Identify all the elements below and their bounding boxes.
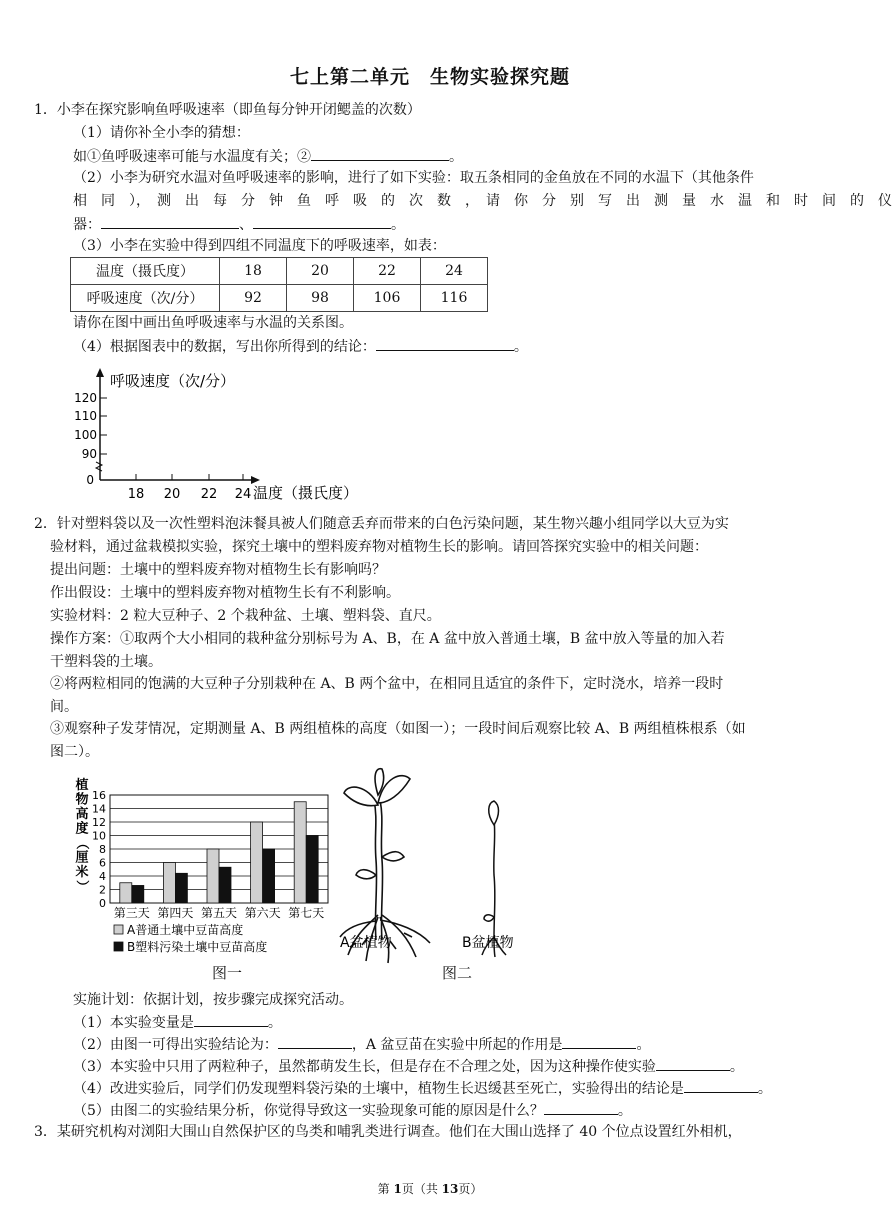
bar-b	[263, 849, 275, 903]
y-tick-label: 120	[74, 391, 97, 405]
q1-part2-line2: 相 同 ）， 测 出 每 分 钟 鱼 呼 吸 的 次 数 ， 请 你 分 别 写 出 测 量 水 温 和 时 间 的 仪	[73, 193, 892, 209]
x-tick-label: 第三天	[113, 906, 150, 920]
q1-blank-graph	[74, 365, 380, 505]
answer-blank[interactable]	[376, 336, 514, 351]
y-tick-label: 14	[92, 802, 106, 816]
q1-stem: 1．小李在探究影响鱼呼吸速率（即鱼每分钟开闭鳃盖的次数）	[34, 102, 421, 118]
q1-part2-end: 。	[391, 217, 405, 233]
q2-stem-line1: 2．针对塑料袋以及一次性塑料泡沫餐具被人们随意丢弃而带来的白色污染问题，某生物兴趣小组同学以大豆为实	[34, 516, 729, 532]
q2-plan-step3: ③观察种子发芽情况，定期测量 A、B 两组植株的高度（如图一）；一段时间后观察比较 A、B 两组植株根系（如	[50, 721, 746, 737]
y-tick-label: 12	[92, 816, 106, 829]
q1-part4-text: （4）根据图表中的数据，写出你所得到的结论：	[73, 339, 376, 355]
ylabel-char: 植	[75, 778, 89, 793]
table-cell: 20	[287, 258, 354, 285]
page-footer	[0, 1180, 860, 1197]
footer-page-number: 1	[393, 1182, 402, 1196]
x-tick-label: 22	[200, 487, 218, 502]
table-cell: 22	[354, 258, 421, 285]
legend-swatch	[114, 942, 123, 951]
fig1-caption: 图一	[212, 964, 243, 982]
footer-suffix: 页）	[458, 1182, 483, 1196]
table-cell: 92	[220, 285, 287, 312]
q2-sub5-text: （5）由图二的实验结果分析，你觉得导致这一实验现象可能的原因是什么？	[73, 1103, 544, 1119]
plant-a-illustration	[340, 769, 430, 963]
q2-sub4	[73, 1078, 772, 1099]
answer-blank[interactable]	[253, 214, 391, 229]
y-tick-group	[100, 398, 107, 454]
x-tick-label: 24	[234, 487, 252, 502]
q2-sub3	[73, 1056, 744, 1077]
axis-break-icon	[96, 462, 102, 471]
q1-part1: （1）请你补全小李的猜想：	[73, 125, 250, 141]
q2-sub4-end: 。	[757, 1081, 772, 1097]
footer-total-pages: 13	[441, 1182, 459, 1196]
x-tick-label: 20	[163, 487, 181, 502]
table-cell: 106	[354, 285, 421, 312]
legend-label: A普通土壤中豆苗高度	[127, 923, 244, 937]
table-header-cell: 呼吸速度（次/分）	[71, 285, 220, 312]
q1-part3: （3）小李在实验中得到四组不同温度下的呼吸速率，如表：	[73, 238, 446, 254]
answer-blank[interactable]	[562, 1034, 636, 1049]
fig2-plant-drawings	[338, 765, 568, 965]
graph-xlabel: 温度（摄氏度）	[253, 484, 359, 502]
y-tick-label: 8	[99, 843, 106, 856]
plant-b-illustration	[482, 801, 506, 957]
q2-question: 提出问题：土壤中的塑料废弃物对植物生长有影响吗？	[50, 562, 386, 578]
table-row	[71, 258, 488, 285]
x-tick-label: 18	[127, 487, 145, 502]
y-tick-label: 90	[81, 447, 97, 461]
q2-sub5	[73, 1100, 632, 1121]
answer-blank[interactable]	[311, 146, 449, 161]
table-cell: 98	[287, 285, 354, 312]
x-tick-label: 第四天	[157, 906, 194, 920]
x-tick-group	[136, 474, 243, 480]
q2-sub1-text: （1）本实验变量是	[73, 1015, 194, 1031]
ylabel-char: （	[74, 836, 89, 850]
answer-blank[interactable]	[278, 1034, 352, 1049]
q1-part4-end: 。	[513, 339, 528, 355]
x-tick-label: 第六天	[244, 906, 281, 920]
y-tick-label: 2	[99, 883, 106, 897]
q1-part2-label: 器：	[73, 217, 101, 233]
table-row	[71, 285, 488, 312]
answer-blank[interactable]	[101, 214, 239, 229]
q2-hypothesis: 作出假设：土壤中的塑料废弃物对植物生长有不利影响。	[50, 585, 400, 601]
ylabel-char: 厘	[75, 850, 89, 866]
answer-blank[interactable]	[194, 1012, 268, 1027]
y-tick-label: 10	[92, 829, 106, 843]
plant-a-label: A盆植物	[340, 935, 392, 951]
ylabel-char: 物	[75, 792, 89, 808]
x-tick-label: 第七天	[288, 906, 325, 920]
y-tick-label: 4	[99, 870, 106, 883]
q1-data-table	[70, 257, 488, 312]
y-tick-label: 0	[99, 897, 106, 910]
origin-label: 0	[86, 473, 94, 487]
bar-b	[175, 873, 187, 903]
table-cell: 18	[220, 258, 287, 285]
q1-part2-sep: 、	[239, 217, 253, 233]
plant-b-label: B盆植物	[462, 935, 514, 951]
ylabel-char: 高	[75, 807, 89, 822]
y-axis-arrow-icon	[96, 368, 104, 377]
table-cell: 116	[421, 285, 488, 312]
y-tick-label: 100	[74, 428, 97, 442]
q2-sub2-end: 。	[636, 1037, 651, 1053]
ylabel-char: 度	[75, 821, 89, 837]
q2-plan-step1: 操作方案：①取两个大小相同的栽种盆分别标号为 A、B，在 A 盆中放入普通土壤，B 盆中放入等量的加入若	[50, 631, 725, 647]
q1-part1-end: 。	[449, 149, 463, 165]
q1-part2-line1: （2）小李为研究水温对鱼呼吸速率的影响，进行了如下实验：取五条相同的金鱼放在不同的水温下（其他条件	[73, 170, 754, 186]
q2-sub1	[73, 1012, 282, 1033]
table-header-cell: 温度（摄氏度）	[71, 258, 220, 285]
x-axis-arrow-icon	[251, 476, 260, 484]
ylabel-char: 米	[75, 865, 89, 880]
q1-part3-instruction: 请你在图中画出鱼呼吸速率与水温的关系图。	[73, 315, 353, 331]
bar-b	[306, 836, 318, 904]
fig1-bar-chart	[70, 775, 340, 990]
q2-plan-step2: ②将两粒相同的饱满的大豆种子分别栽种在 A、B 两个盆中，在相同且适宜的条件下，定时浇水，培养一段时	[50, 676, 724, 692]
q2-implement: 实施计划：依据计划，按步骤完成探究活动。	[73, 992, 353, 1008]
chart-legend	[114, 922, 267, 954]
q2-plan-step2-cont: 间。	[50, 699, 78, 715]
y-tick-label: 16	[92, 789, 106, 802]
bar-b	[132, 885, 144, 903]
q1-part2-line3	[73, 214, 405, 235]
graph-ylabel: 呼吸速度（次/分）	[110, 372, 236, 390]
q2-sub4-text: （4）改进实验后，同学们仍发现塑料袋污染的土壤中，植物生长迟缓甚至死亡，实验得出的结论是	[73, 1081, 684, 1097]
legend-swatch	[114, 925, 123, 934]
bar-a	[163, 863, 175, 904]
q2-sub2-mid: ，A 盆豆苗在实验中所起的作用是	[351, 1037, 563, 1053]
q2-sub2-text: （2）由图一可得出实验结论为：	[73, 1037, 278, 1053]
q2-sub5-end: 。	[617, 1103, 632, 1119]
bar-b	[219, 867, 231, 903]
chart-ylabel	[74, 777, 90, 893]
y-tick-label: 110	[74, 409, 97, 423]
table-cell: 24	[421, 258, 488, 285]
answer-blank[interactable]	[544, 1100, 618, 1115]
q2-materials: 实验材料：2 粒大豆种子、2 个栽种盆、土壤、塑料袋、直尺。	[50, 608, 441, 624]
q2-sub1-end: 。	[267, 1015, 282, 1031]
answer-blank[interactable]	[656, 1056, 730, 1071]
footer-prefix: 第	[377, 1182, 394, 1196]
legend-label: B塑料污染土壤中豆苗高度	[127, 940, 268, 954]
q2-sub2	[73, 1034, 650, 1055]
q1-part1-line	[73, 146, 463, 167]
bar-a	[207, 849, 219, 903]
ylabel-char: ）	[74, 879, 89, 894]
chart-y-ticks	[92, 789, 106, 910]
q3-stem: 3．某研究机构对浏阳大围山自然保护区的鸟类和哺乳类进行调查。他们在大围山选择了 40 个位点设置红外相机，	[34, 1124, 742, 1140]
q2-sub3-text: （3）本实验中只用了两粒种子，虽然都萌发生长，但是存在不合理之处，因为这种操作使实验	[73, 1059, 656, 1075]
q2-sub3-end: 。	[729, 1059, 744, 1075]
page-title: 七上第二单元 生物实验探究题	[289, 66, 570, 88]
x-tick-label: 第五天	[200, 906, 238, 920]
q2-plan-step1-cont: 干塑料袋的土壤。	[50, 654, 162, 670]
bar-a	[120, 883, 132, 903]
footer-middle: 页（共	[401, 1182, 442, 1196]
q1-part4-line	[73, 336, 528, 357]
bar-a	[294, 802, 306, 903]
q2-plan-step3-cont: 图二）。	[50, 744, 99, 760]
q2-stem-line2: 验材料，通过盆栽模拟实验，探究土壤中的塑料废弃物对植物生长的影响。请回答探究实验中的相关问题：	[50, 539, 708, 555]
bar-a	[251, 822, 263, 903]
chart-x-labels	[114, 905, 324, 920]
fig2-caption: 图二	[442, 964, 473, 982]
q1-part1-text: 如①鱼呼吸速率可能与水温度有关；②	[73, 149, 311, 165]
answer-blank[interactable]	[684, 1078, 758, 1093]
y-tick-label: 6	[99, 856, 106, 870]
